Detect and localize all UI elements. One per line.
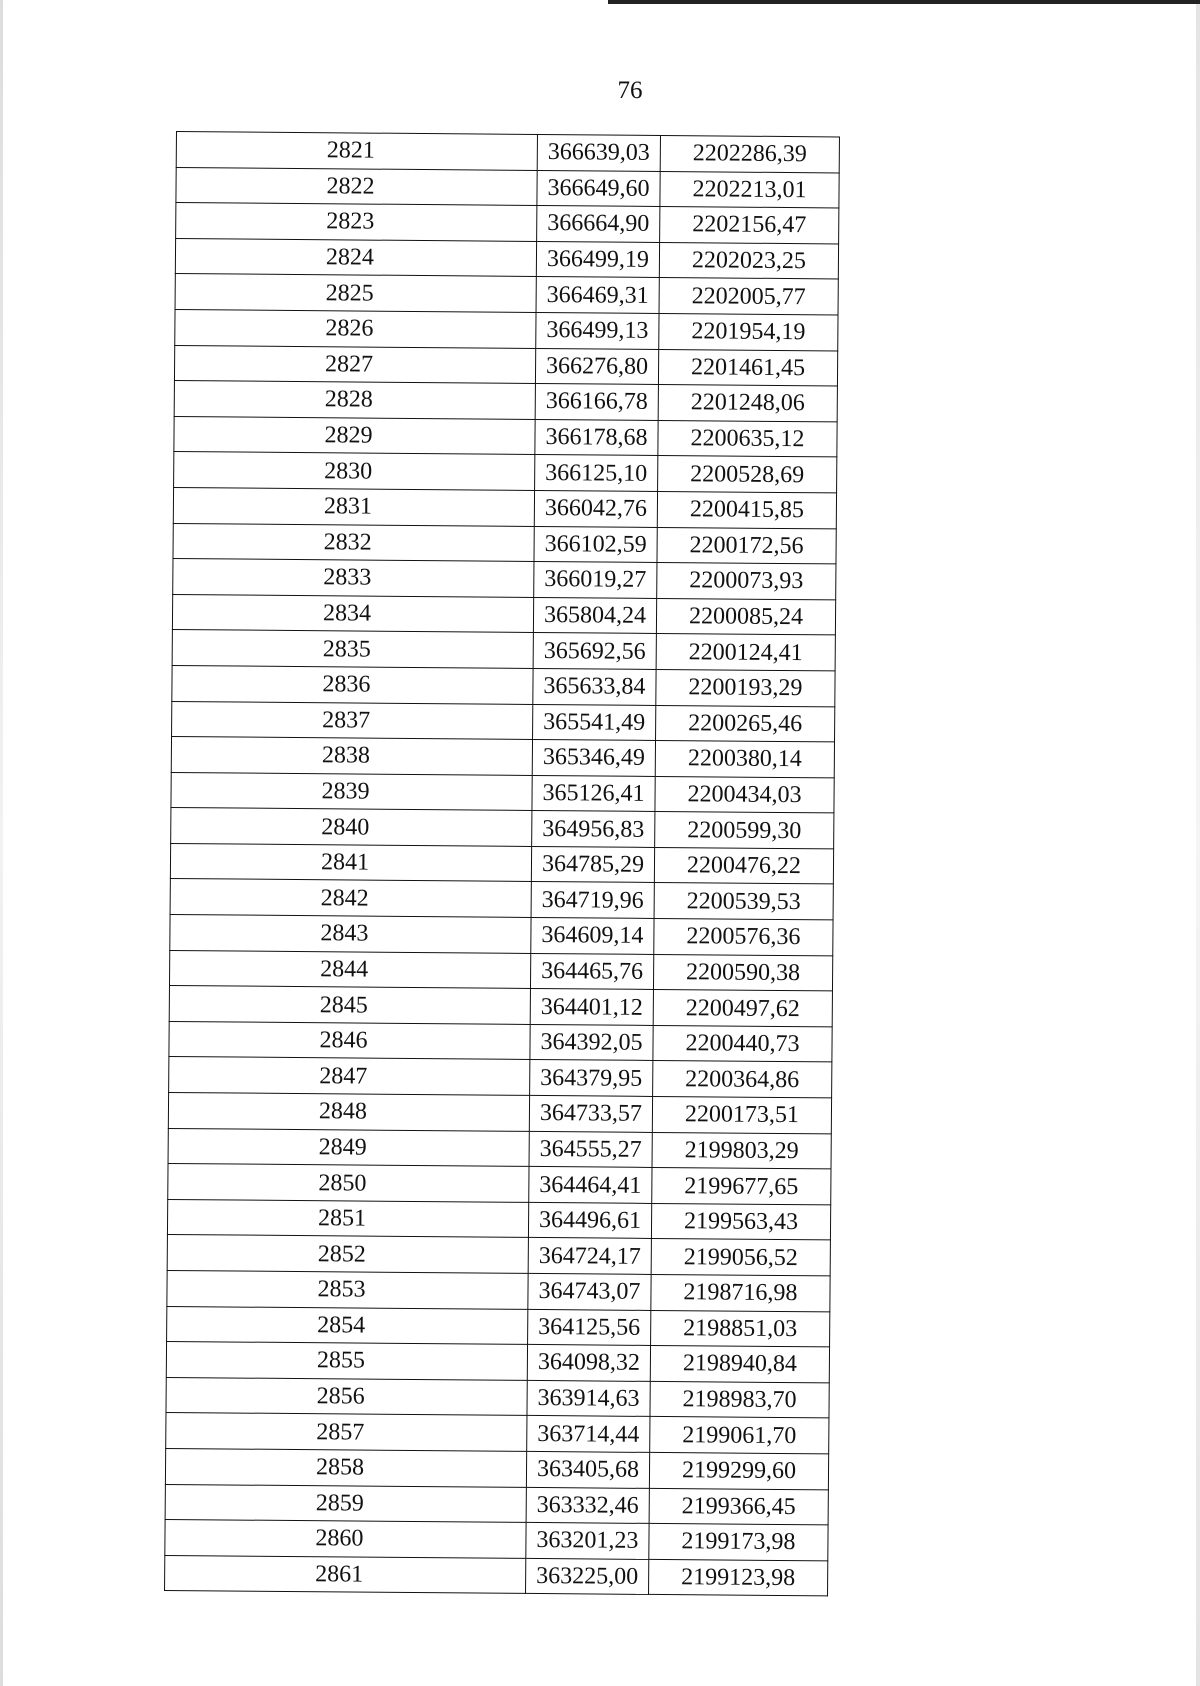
y-coordinate-cell: 2202023,25: [659, 242, 838, 279]
point-number-cell: 2857: [166, 1413, 527, 1452]
point-number-cell: 2843: [170, 915, 531, 954]
x-coordinate-cell: 365804,24: [533, 597, 656, 634]
x-coordinate-cell: 363914,63: [527, 1380, 650, 1417]
point-number-cell: 2840: [171, 808, 532, 847]
point-number-cell: 2856: [166, 1377, 527, 1416]
table-row: [167, 1235, 830, 1276]
table-row: [172, 665, 835, 706]
table-row: [176, 203, 839, 244]
y-coordinate-cell: 2200599,30: [655, 812, 834, 849]
x-coordinate-cell: 364496,61: [528, 1202, 651, 1239]
x-coordinate-cell: 366166,78: [535, 384, 658, 421]
x-coordinate-cell: 364785,29: [531, 846, 654, 883]
table-row: [165, 1484, 828, 1525]
y-coordinate-cell: 2200576,36: [654, 919, 833, 956]
x-coordinate-cell: 365541,49: [533, 704, 656, 741]
x-coordinate-cell: 366042,76: [534, 490, 657, 527]
table-row: [165, 1448, 828, 1489]
y-coordinate-cell: 2200173,51: [652, 1096, 831, 1133]
table-row: [169, 1057, 832, 1098]
coordinate-table-body: [165, 132, 840, 1597]
point-number-cell: 2823: [176, 203, 537, 242]
x-coordinate-cell: 364098,32: [527, 1345, 650, 1382]
y-coordinate-cell: 2200073,93: [657, 563, 836, 600]
x-coordinate-cell: 364125,56: [528, 1309, 651, 1346]
point-number-cell: 2852: [167, 1235, 528, 1274]
y-coordinate-cell: 2199299,60: [649, 1452, 828, 1489]
table-row: [167, 1306, 830, 1347]
point-number-cell: 2855: [166, 1342, 527, 1381]
table-row: [174, 381, 837, 422]
y-coordinate-cell: 2200380,14: [655, 741, 834, 778]
table-row: [172, 594, 835, 635]
point-number-cell: 2848: [168, 1093, 529, 1132]
x-coordinate-cell: 366102,59: [534, 526, 657, 563]
point-number-cell: 2838: [171, 737, 532, 776]
x-coordinate-cell: 365692,56: [533, 633, 656, 670]
y-coordinate-cell: 2201461,45: [658, 349, 837, 386]
x-coordinate-cell: 366664,90: [537, 206, 660, 243]
table-row: [173, 523, 836, 564]
point-number-cell: 2837: [172, 701, 533, 740]
point-number-cell: 2842: [170, 879, 531, 918]
table-row: [174, 452, 837, 493]
point-number-cell: 2836: [172, 665, 533, 704]
table-row: [168, 1093, 831, 1134]
table-row: [170, 915, 833, 956]
point-number-cell: 2827: [174, 345, 535, 384]
y-coordinate-cell: 2199366,45: [649, 1488, 828, 1525]
y-coordinate-cell: 2199563,43: [651, 1203, 830, 1240]
y-coordinate-cell: 2200635,12: [658, 420, 837, 457]
table-row: [169, 986, 832, 1027]
page-top-rule: [608, 0, 1200, 4]
table-row: [167, 1199, 830, 1240]
point-number-cell: 2859: [165, 1484, 526, 1523]
point-number-cell: 2821: [176, 132, 537, 171]
table-row: [169, 1021, 832, 1062]
table-row: [165, 1520, 828, 1561]
y-coordinate-cell: 2200539,53: [654, 883, 833, 920]
table-row: [176, 167, 839, 208]
table-row: [173, 559, 836, 600]
x-coordinate-cell: 366499,13: [536, 312, 659, 349]
point-number-cell: 2824: [175, 238, 536, 277]
y-coordinate-cell: 2200265,46: [656, 705, 835, 742]
point-number-cell: 2853: [167, 1270, 528, 1309]
y-coordinate-cell: 2200193,29: [656, 669, 835, 706]
table-row: [169, 950, 832, 991]
point-number-cell: 2828: [174, 381, 535, 420]
point-number-cell: 2825: [175, 274, 536, 313]
scan-right-edge: [1196, 0, 1200, 1686]
y-coordinate-cell: 2200440,73: [653, 1025, 832, 1062]
point-number-cell: 2834: [172, 594, 533, 633]
x-coordinate-cell: 364743,07: [528, 1273, 651, 1310]
x-coordinate-cell: 364464,41: [529, 1167, 652, 1204]
table-row: [168, 1164, 831, 1205]
point-number-cell: 2849: [168, 1128, 529, 1167]
y-coordinate-cell: 2198716,98: [651, 1274, 830, 1311]
table-row: [170, 843, 833, 884]
x-coordinate-cell: 365126,41: [532, 775, 655, 812]
y-coordinate-cell: 2198940,84: [650, 1346, 829, 1383]
y-coordinate-cell: 2200497,62: [653, 990, 832, 1027]
y-coordinate-cell: 2202156,47: [660, 207, 839, 244]
coordinate-table: [164, 131, 840, 1597]
point-number-cell: 2831: [173, 487, 534, 526]
y-coordinate-cell: 2201954,19: [659, 313, 838, 350]
y-coordinate-cell: 2201248,06: [658, 385, 837, 422]
table-row: [172, 630, 835, 671]
x-coordinate-cell: 366649,60: [537, 170, 660, 207]
table-row: [172, 701, 835, 742]
y-coordinate-cell: 2199173,98: [649, 1524, 828, 1561]
x-coordinate-cell: 364465,76: [530, 953, 653, 990]
point-number-cell: 2860: [165, 1520, 526, 1559]
x-coordinate-cell: 366469,31: [536, 277, 659, 314]
x-coordinate-cell: 364379,95: [530, 1060, 653, 1097]
y-coordinate-cell: 2198851,03: [651, 1310, 830, 1347]
table-row: [166, 1377, 829, 1418]
table-row: [165, 1555, 828, 1596]
y-coordinate-cell: 2200124,41: [656, 634, 835, 671]
point-number-cell: 2844: [169, 950, 530, 989]
point-number-cell: 2829: [174, 416, 535, 455]
table-row: [176, 132, 839, 173]
table-row: [175, 309, 838, 350]
table-row: [170, 879, 833, 920]
x-coordinate-cell: 363332,46: [526, 1487, 649, 1524]
point-number-cell: 2861: [165, 1555, 526, 1594]
x-coordinate-cell: 363225,00: [526, 1558, 649, 1595]
x-coordinate-cell: 366019,27: [534, 562, 657, 599]
table-row: [171, 772, 834, 813]
y-coordinate-cell: 2202005,77: [659, 278, 838, 315]
point-number-cell: 2854: [167, 1306, 528, 1345]
table-row: [174, 416, 837, 457]
x-coordinate-cell: 366276,80: [535, 348, 658, 385]
x-coordinate-cell: 366639,03: [537, 134, 660, 171]
x-coordinate-cell: 366178,68: [535, 419, 658, 456]
point-number-cell: 2851: [167, 1199, 528, 1238]
point-number-cell: 2846: [169, 1021, 530, 1060]
table-row: [167, 1270, 830, 1311]
point-number-cell: 2826: [175, 309, 536, 348]
page-number: 76: [617, 77, 643, 104]
x-coordinate-cell: 364401,12: [530, 989, 653, 1026]
point-number-cell: 2822: [176, 167, 537, 206]
table-row: [174, 345, 837, 386]
x-coordinate-cell: 365633,84: [533, 668, 656, 705]
y-coordinate-cell: 2199061,70: [650, 1417, 829, 1454]
x-coordinate-cell: 366125,10: [535, 455, 658, 492]
y-coordinate-cell: 2200434,03: [655, 776, 834, 813]
x-coordinate-cell: 365346,49: [532, 740, 655, 777]
y-coordinate-cell: 2199123,98: [649, 1559, 828, 1596]
y-coordinate-cell: 2199677,65: [652, 1168, 831, 1205]
x-coordinate-cell: 364724,17: [528, 1238, 651, 1275]
y-coordinate-cell: 2202286,39: [660, 135, 839, 172]
x-coordinate-cell: 366499,19: [536, 241, 659, 278]
x-coordinate-cell: 364733,57: [529, 1095, 652, 1132]
x-coordinate-cell: 363714,44: [527, 1416, 650, 1453]
y-coordinate-cell: 2200590,38: [653, 954, 832, 991]
table-row: [175, 238, 838, 279]
y-coordinate-cell: 2199056,52: [651, 1239, 830, 1276]
y-coordinate-cell: 2200528,69: [658, 456, 837, 493]
table-row: [166, 1413, 829, 1454]
point-number-cell: 2847: [169, 1057, 530, 1096]
x-coordinate-cell: 364392,05: [530, 1024, 653, 1061]
y-coordinate-cell: 2200415,85: [657, 491, 836, 528]
point-number-cell: 2858: [165, 1448, 526, 1487]
table-row: [175, 274, 838, 315]
point-number-cell: 2835: [172, 630, 533, 669]
point-number-cell: 2841: [170, 843, 531, 882]
x-coordinate-cell: 364555,27: [529, 1131, 652, 1168]
point-number-cell: 2845: [169, 986, 530, 1025]
x-coordinate-cell: 363201,23: [526, 1523, 649, 1560]
point-number-cell: 2832: [173, 523, 534, 562]
x-coordinate-cell: 363405,68: [526, 1451, 649, 1488]
y-coordinate-cell: 2202213,01: [660, 171, 839, 208]
y-coordinate-cell: 2200476,22: [654, 847, 833, 884]
table-row: [168, 1128, 831, 1169]
y-coordinate-cell: 2200364,86: [653, 1061, 832, 1098]
y-coordinate-cell: 2200172,56: [657, 527, 836, 564]
y-coordinate-cell: 2200085,24: [656, 598, 835, 635]
x-coordinate-cell: 364719,96: [531, 882, 654, 919]
y-coordinate-cell: 2199803,29: [652, 1132, 831, 1169]
y-coordinate-cell: 2198983,70: [650, 1381, 829, 1418]
point-number-cell: 2830: [174, 452, 535, 491]
point-number-cell: 2833: [173, 559, 534, 598]
scan-left-edge: [0, 0, 3, 1686]
table-row: [166, 1342, 829, 1383]
table-row: [171, 808, 834, 849]
x-coordinate-cell: 364609,14: [531, 918, 654, 955]
point-number-cell: 2839: [171, 772, 532, 811]
x-coordinate-cell: 364956,83: [532, 811, 655, 848]
table-row: [171, 737, 834, 778]
point-number-cell: 2850: [168, 1164, 529, 1203]
table-row: [173, 487, 836, 528]
